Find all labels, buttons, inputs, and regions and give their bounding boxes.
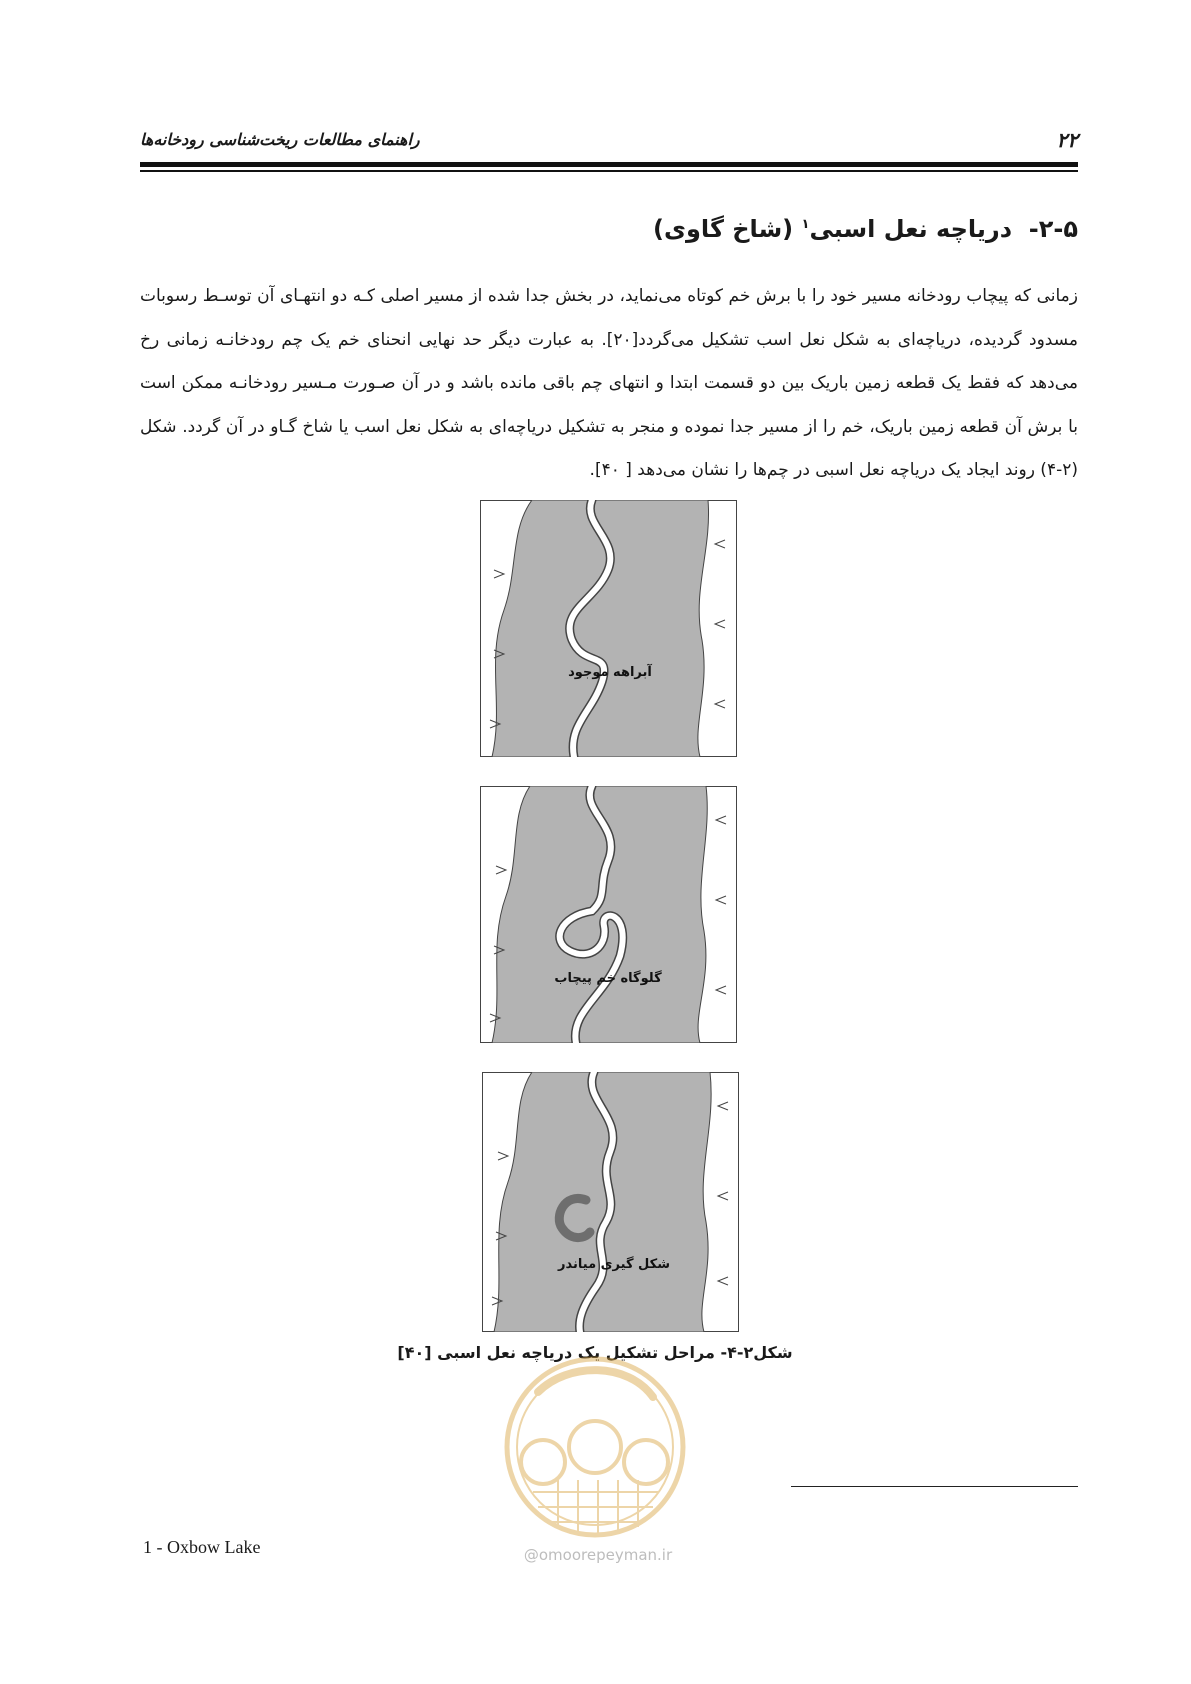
footnote-rule <box>791 1486 1078 1487</box>
figure-panel-2 <box>480 786 737 1043</box>
header-rule-thick <box>140 162 1078 167</box>
section-heading <box>653 215 1078 243</box>
running-title: راهنمای مطالعات ریخت‌شناسی رودخانه‌ها <box>140 130 420 149</box>
section-subtitle: (شاخ گاوی) <box>653 215 794 243</box>
section-title: دریاچه نعل اسبی <box>809 215 1013 243</box>
body-paragraph: زمانی که پیچاب رودخانه مسیر خود را با برش خم کوتاه می‌نماید، در بخش جدا شده از مسیر اصلی کـه دو انتهـای آن توسـط رسوبات مسدود گردیده، دریاچه‌ای به شکل نعل اسب تشکیل می‌گردد[۲۰]. به عبارت دیگر حد نهایی انحنای خم یک چم رودخانـه زمانی رخ می‌دهد که فقط یک قطعه زمین باریک بین دو قسمت ابتدا و انتهای چم باقی مانده باشد و در آن صـورت مـسیر رودخانـه ممکن است با برش آن قطعه زمین باریک، خم را از مسیر جدا نموده و منجر به تشکیل دریاچه‌ای به شکل نعل اسب یا شاخ گـاو در آن گردد. شکل (۲-۴) روند ایجاد یک دریاچه نعل اسبی در چم‌ها را نشان می‌دهد [ ۴۰]. <box>140 286 1079 480</box>
panel-3-label: شکل گیری میاندر <box>558 1257 670 1272</box>
footnote-text: 1 - Oxbow Lake <box>143 1537 261 1557</box>
figure-caption: شکل۲-۴- مراحل تشکیل یک دریاچه نعل اسبی [۴۰] <box>397 1343 793 1362</box>
page-number: ۲۲ <box>1056 128 1078 152</box>
page-header <box>140 128 1078 158</box>
header-rule-thin <box>140 170 1078 172</box>
panel-1-label: آبراهه موجود <box>568 665 652 680</box>
panel-2-label: گلوگاه خم پیچاب <box>554 971 662 986</box>
watermark-url: @omoorepeyman.ir <box>523 1546 673 1564</box>
figure-panel-3 <box>482 1072 739 1332</box>
section-number: ۲-۵- <box>1028 215 1078 243</box>
watermark-seal <box>488 1352 702 1542</box>
footnote-ref: ۱ <box>801 217 810 232</box>
figure-panel-1 <box>480 500 737 757</box>
